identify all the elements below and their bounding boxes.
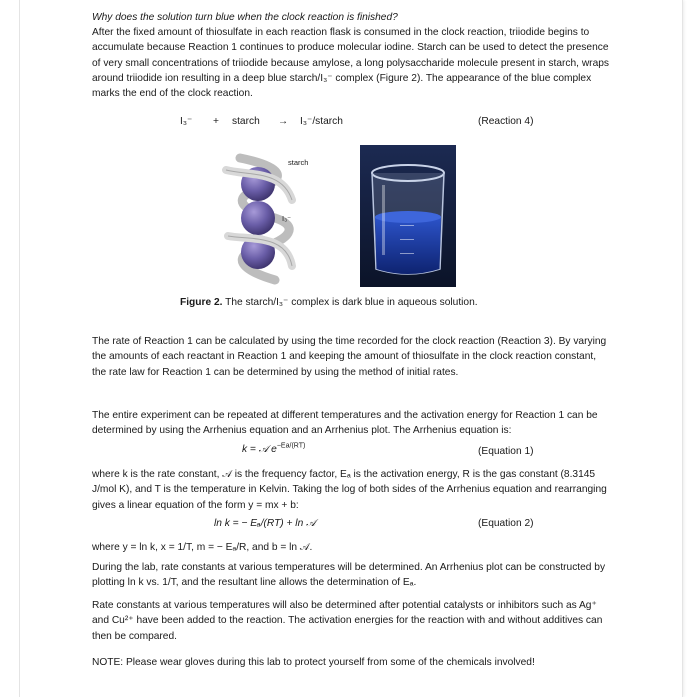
paragraph-catalysts: Rate constants at various temperatures will also be determined after potential catalysts or inhibitors such as Ag⁺ and Cu²⁺ have been added to the reaction. The activation energies for the reaction with and without additives can then be compared. xyxy=(92,600,603,642)
question-heading: Why does the solution turn blue when the clock reaction is finished? xyxy=(92,12,398,23)
starch-label: starch xyxy=(288,158,309,167)
paragraph-arrhenius-terms: where k is the rate constant, 𝒜 is the frequency factor, Eₐ is the activation energy, R is the gas constant (8.3145 J/mol K), and T is the temperature in Kelvin. Taking the log of both sides of the Arrhenius equation and rearranging gives a linear equation of the form y = mx + b: xyxy=(92,469,607,511)
equation-2-label: (Equation 2) xyxy=(478,518,534,529)
paragraph-starch-intro: After the fixed amount of thiosulfate in each reaction flask is consumed in the clock reaction, triiodide begins to accumulate because Reaction 1 continues to produce molecular iodine. Starch can be used to detect the presence of very small concentrations of triiodide because amylose, a long polysaccharide molecule present in starch, wraps around triiodide ion resulting in a deep blue starch/I₃⁻ complex (Figure 2). The appearance of the blue complex marks the end of the clock reaction. xyxy=(92,27,609,100)
equation-1-exponent: −Ea/(RT) xyxy=(276,442,306,450)
reaction-4-arrow: → xyxy=(278,116,289,127)
triiodide-label: I₃⁻ xyxy=(282,214,292,223)
figure-2-caption xyxy=(180,297,478,308)
equation-1-label: (Equation 1) xyxy=(478,446,534,457)
safety-note: NOTE: Please wear gloves during this lab to protect yourself from some of the chemicals involved! xyxy=(92,657,535,668)
equation-1-lhs: k = 𝒜 e xyxy=(242,444,277,455)
starch-helix-illustration xyxy=(220,148,310,288)
reaction-4-plus: + xyxy=(213,116,219,127)
equation-1 xyxy=(242,444,305,456)
where-line: where y = ln k, x = 1/T, m = − Eₐ/R, and b = ln 𝒜. xyxy=(92,542,313,553)
paragraph-rate-law: The rate of Reaction 1 can be calculated by using the time recorded for the clock reaction (Reaction 3). By varying the amounts of each reactant in Reaction 1 and keeping the amount of thiosulfate in the clock reaction constant, the rate law for Reaction 1 can be determined by using the method of initial rates. xyxy=(92,336,607,378)
paragraph-arrhenius-plot: During the lab, rate constants at various temperatures will be determined. An Arrhenius plot can be constructed by plotting ln k vs. 1/T, and the resultant line allows the determination of Eₐ. xyxy=(92,562,606,589)
reaction-4-starch: starch xyxy=(232,116,260,127)
paragraph-arrhenius-intro: The entire experiment can be repeated at different temperatures and the activation energy for Reaction 1 can be determined by using the Arrhenius equation and an Arrhenius plot. The Arrhenius equation is: xyxy=(92,410,598,437)
reaction-4-reactant: I₃⁻ xyxy=(180,116,193,127)
document-page xyxy=(20,0,682,697)
equation-2: ln k = − Eₐ/(RT) + ln 𝒜 xyxy=(214,518,316,529)
figure-2-caption-label: Figure 2. xyxy=(180,297,223,308)
figure-2-caption-text: The starch/I₃⁻ complex is dark blue in aqueous solution. xyxy=(225,297,478,308)
reaction-4-label: (Reaction 4) xyxy=(478,116,534,127)
reaction-4-product: I₃⁻/starch xyxy=(300,116,343,127)
beaker-photo xyxy=(360,145,456,287)
